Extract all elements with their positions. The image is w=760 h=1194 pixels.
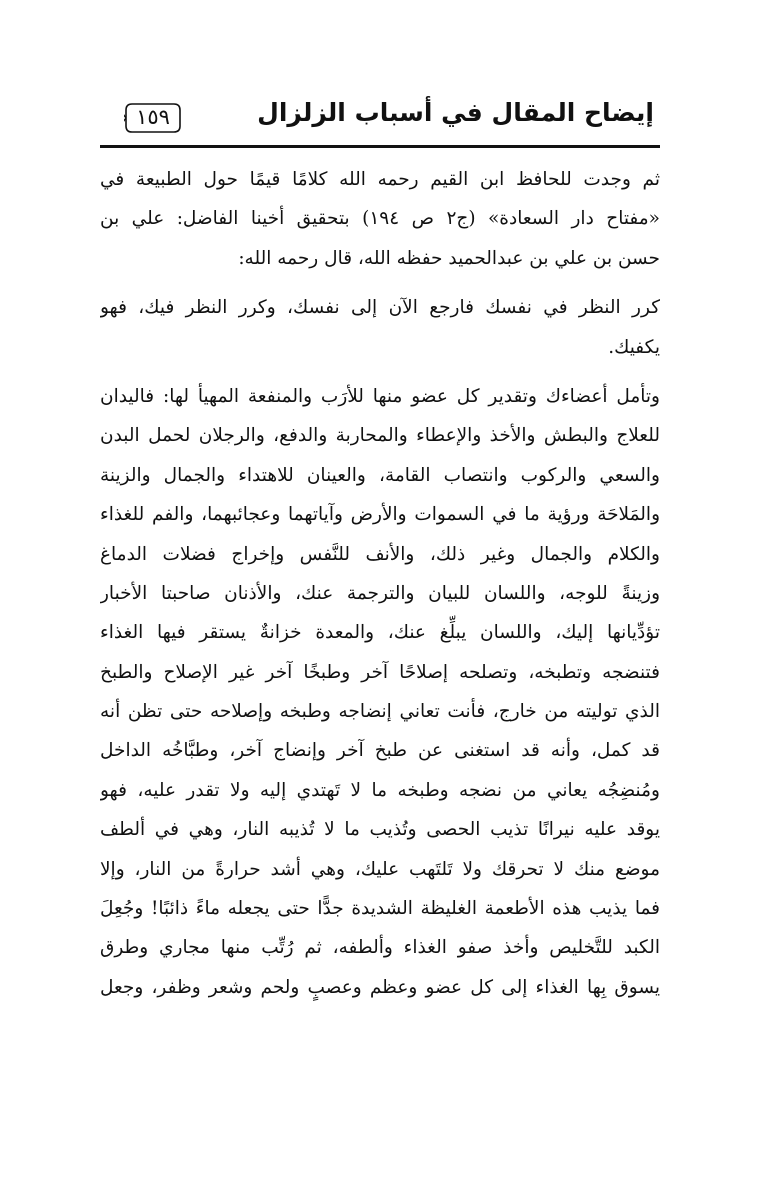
text-line: كرر النظر في نفسك فارجع الآن إلى نفسك، وكرر النظر فيك، فهو <box>100 297 660 319</box>
paragraph <box>100 160 660 278</box>
text-line: «مفتاح دار السعادة» (ج٢ ص ١٩٤) بتحقيق أخينا الفاضل: علي بن <box>100 208 660 230</box>
text-line: ثم وجدت للحافظ ابن القيم رحمه الله كلامًا قيمًا حول الطبيعة في <box>100 169 660 190</box>
text-line: يكفيك. <box>608 336 660 358</box>
text-line: يوقد عليه نيرانًا تذيب الحصى وتُذيب ما لا تُذيبه النار، وهي في ألطف <box>100 819 660 841</box>
text-line: للعلاج والبطش والأخذ والإعطاء والمحاربة والدفع، والرجلان لحمل البدن <box>100 425 660 447</box>
text-line: ومُنضِجُه يعاني من نضجه وطبخه ما لا تَهتدي إليه ولا تقدر عليه، فهو <box>100 779 660 801</box>
text-line: فما يذيب هذه الأطعمة الغليظة الشديدة جدًّا حتى يجعله ماءً ذائبًا! وجُعِلَ <box>100 898 660 920</box>
text-line: الذي توليته من خارج، فأنت تعاني إنضاجه وطبخه وإصلاحه حتى تظن أنه <box>100 701 660 723</box>
text-line: موضع منك لا تحرقك ولا تَلتَهب عليك، وهي أشد حرارةً من النار، وإلا <box>100 858 660 880</box>
text-line: يسوق بِها الغذاء إلى كل عضو وعظم وعصبٍ ولحم وشعر وظفر، وجعل <box>100 976 660 998</box>
body-text <box>100 160 660 1007</box>
header-rule <box>100 145 660 148</box>
text-line: وزينةً للوجه، واللسان للبيان والترجمة عنك، والأذنان صاحبتا الأخبار <box>100 582 660 604</box>
text-line: والسعي والركوب وانتصاب القامة، والعينان للاهتداء والجمال والزينة <box>100 464 660 486</box>
text-line: تؤدِّيانها إليك، واللسان يبلِّغ عنك، والمعدة خزانةٌ يستقر فيها الغذاء <box>100 622 660 644</box>
paragraph <box>100 377 660 1007</box>
running-title: إيضاح المقال في أسباب الزلزال <box>257 98 654 127</box>
text-line: قد كمل، وأنه قد استغنى عن طبخ آخر وإنضاج آخر، وطبَّاخُه الداخل <box>100 740 660 762</box>
paragraph <box>100 288 660 367</box>
page-number-ornament <box>124 100 182 136</box>
text-line: الكبد للتَّخليص وأخذ صفو الغذاء وألطفه، ثم رُتِّب منها مجاري وطرق <box>100 937 660 959</box>
page-number: ١٥٩ <box>136 105 170 129</box>
text-line: والمَلاحَة ورؤية ما في السموات والأرض وآياتهما وعجائبهما، والفم للغذاء <box>100 504 660 526</box>
running-header <box>100 96 660 146</box>
text-line: والكلام والجمال وغير ذلك، والأنف للنَّفس وإخراج فضلات الدماغ <box>100 543 660 565</box>
text-line: حسن بن علي بن عبدالحميد حفظه الله، قال رحمه الله: <box>238 247 660 269</box>
text-line: وتأمل أعضاءك وتقدير كل عضو منها للأرَب والمنفعة المهيأ لها: فاليدان <box>100 385 660 407</box>
text-line: فتنضجه وتطبخه، وتصلحه إصلاحًا آخر وطبخًا آخر غير الإصلاح والطبخ <box>100 661 660 683</box>
